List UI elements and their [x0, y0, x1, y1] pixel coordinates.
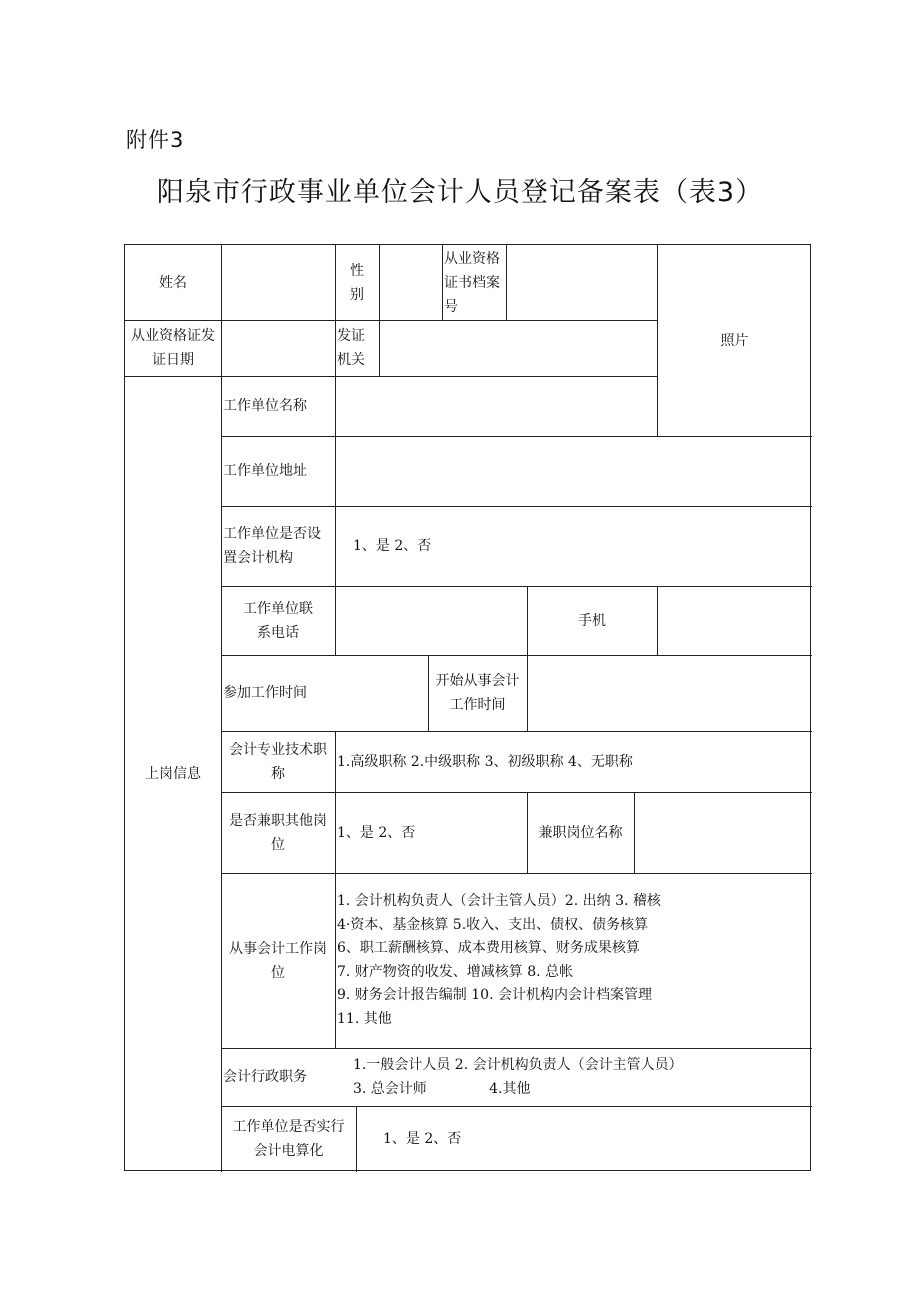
- unit-address-label: 工作单位地址: [223, 463, 307, 479]
- part-time-post-label: 兼职岗位名称: [538, 824, 623, 841]
- page-title: 阳泉市行政事业单位会计人员登记备案表（表3）: [156, 177, 764, 208]
- cert-issue-date-label: 从业资格证发 证日期: [131, 328, 215, 368]
- col-divider: [634, 792, 635, 873]
- onboarding-info-section-label: 上岗信息: [145, 766, 201, 782]
- gender-label: 性 别: [350, 262, 364, 303]
- accounting-post-options: 1. 会计机构负责人（会计主管人员）2. 出纳 3. 稽核 4·资本、基金核算 5.收入、支出、债权、债务核算 6、职工薪酬核算、成本费用核算、财务成果核算 7. 财产物资的收发、增减核算 8. 总帐 9. 财务会计报告编制 10. 会计机构内会计档案管理 11. 其他: [337, 893, 661, 1027]
- col-divider: [506, 245, 507, 320]
- registration-form: [124, 244, 811, 1171]
- photo-label: 照片: [720, 332, 749, 349]
- computerized-label: 工作单位是否实行 会计电算化: [232, 1119, 345, 1159]
- cert-archive-no-label: 从业资格 证书档案 号: [444, 250, 500, 315]
- unit-phone-label: 工作单位联 系电话: [243, 600, 313, 641]
- unit-name-label: 工作单位名称: [223, 398, 307, 414]
- part-time-label: 是否兼职其他岗 位: [229, 812, 327, 853]
- part-time-options: 1、是 2、否: [337, 824, 416, 841]
- professional-title-options: 1.高级职称 2.中级职称 3、初级职称 4、无职称: [337, 753, 633, 770]
- name-label: 姓名: [159, 274, 187, 291]
- computerized-options: 1、是 2、否: [383, 1131, 462, 1147]
- attachment-label: 附件3: [126, 128, 185, 152]
- col-divider: [356, 1106, 357, 1172]
- accounting-org-options: 1、是 2、否: [353, 538, 432, 554]
- mobile-label: 手机: [578, 612, 606, 629]
- admin-duty-options: 1.一般会计人员 2. 会计机构负责人（会计主管人员） 3. 总会计师 4.其他: [353, 1057, 683, 1097]
- professional-title-label: 会计专业技术职 称: [229, 741, 327, 782]
- accounting-org-label: 工作单位是否设 置会计机构: [223, 526, 321, 566]
- col-divider: [379, 245, 380, 376]
- accounting-post-label: 从事会计工作岗 位: [229, 940, 327, 981]
- work-start-label: 参加工作时间: [223, 685, 307, 701]
- issuing-authority-label: 发证 机关: [337, 328, 365, 368]
- col-divider: [657, 586, 658, 655]
- admin-duty-label: 会计行政职务: [223, 1069, 307, 1085]
- accounting-start-label: 开始从事会计 工作时间: [435, 673, 520, 713]
